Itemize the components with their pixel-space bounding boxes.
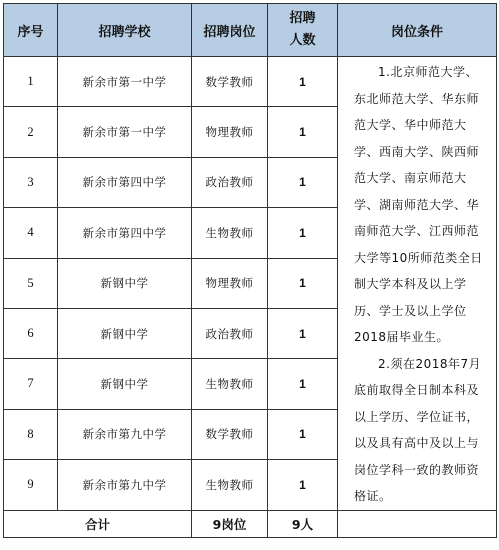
table-header bbox=[4, 4, 497, 57]
col-header-conditions: 岗位条件 bbox=[338, 4, 497, 57]
col-header-count-line2: 人数 bbox=[289, 33, 316, 48]
cell-position: 生物教师 bbox=[192, 460, 268, 511]
cell-school: 新余市第四中学 bbox=[58, 208, 192, 258]
cell-number: 7 bbox=[4, 359, 58, 409]
cell-number: 2 bbox=[4, 107, 58, 157]
cell-count: 1 bbox=[268, 107, 338, 157]
table-body bbox=[4, 57, 497, 511]
condition-item-2: 2.须在2018年7月底前取得全日制本科及以上学历、学位证书，以及具有高中及以上与岗位学科一致的教师资格证。 bbox=[354, 356, 482, 503]
cell-school: 新余市第一中学 bbox=[58, 57, 192, 107]
total-label: 合计 bbox=[4, 510, 192, 537]
cell-count: 1 bbox=[268, 409, 338, 459]
cell-count: 1 bbox=[268, 157, 338, 207]
col-header-number: 序号 bbox=[4, 4, 58, 57]
cell-position: 数学教师 bbox=[192, 57, 268, 107]
cell-count: 1 bbox=[268, 308, 338, 358]
cell-position: 物理教师 bbox=[192, 258, 268, 308]
total-blank-cell bbox=[338, 510, 497, 537]
cell-school: 新钢中学 bbox=[58, 359, 192, 409]
cell-position: 生物教师 bbox=[192, 359, 268, 409]
cell-number: 3 bbox=[4, 157, 58, 207]
cell-number: 8 bbox=[4, 409, 58, 459]
cell-school: 新余市第四中学 bbox=[58, 157, 192, 207]
cell-school: 新余市第九中学 bbox=[58, 409, 192, 459]
cell-count: 1 bbox=[268, 208, 338, 258]
cell-position: 政治教师 bbox=[192, 157, 268, 207]
cell-school: 新余市第九中学 bbox=[58, 460, 192, 511]
cell-number: 5 bbox=[4, 258, 58, 308]
header-row bbox=[4, 4, 497, 57]
recruitment-table bbox=[3, 3, 497, 538]
cell-count: 1 bbox=[268, 460, 338, 511]
condition-item-1: 1.北京师范大学、东北师范大学、华东师范大学、华中师范大学、西南大学、陕西师范大学、南京师范大学、湖南师范大学、华南师范大学、江西师范大学等10所师范类全日制大学本科及以上学历、学士及以上学位2018届毕业生。 bbox=[354, 65, 483, 344]
cell-number: 1 bbox=[4, 57, 58, 107]
cell-count: 1 bbox=[268, 258, 338, 308]
cell-position: 物理教师 bbox=[192, 107, 268, 157]
total-row bbox=[4, 510, 497, 537]
table-row bbox=[4, 57, 497, 107]
col-header-count bbox=[268, 4, 338, 57]
cell-school: 新钢中学 bbox=[58, 258, 192, 308]
cell-position: 生物教师 bbox=[192, 208, 268, 258]
total-people: 9人 bbox=[268, 510, 338, 537]
cell-count: 1 bbox=[268, 57, 338, 107]
cell-number: 6 bbox=[4, 308, 58, 358]
cell-school: 新余市第一中学 bbox=[58, 107, 192, 157]
total-positions: 9岗位 bbox=[192, 510, 268, 537]
cell-number: 4 bbox=[4, 208, 58, 258]
table-footer bbox=[4, 510, 497, 537]
cell-position: 政治教师 bbox=[192, 308, 268, 358]
cell-number: 9 bbox=[4, 460, 58, 511]
col-header-count-line1: 招聘 bbox=[289, 11, 316, 26]
col-header-school: 招聘学校 bbox=[58, 4, 192, 57]
cell-conditions bbox=[338, 57, 497, 511]
col-header-position: 招聘岗位 bbox=[192, 4, 268, 57]
cell-count: 1 bbox=[268, 359, 338, 409]
cell-school: 新钢中学 bbox=[58, 308, 192, 358]
cell-position: 数学教师 bbox=[192, 409, 268, 459]
